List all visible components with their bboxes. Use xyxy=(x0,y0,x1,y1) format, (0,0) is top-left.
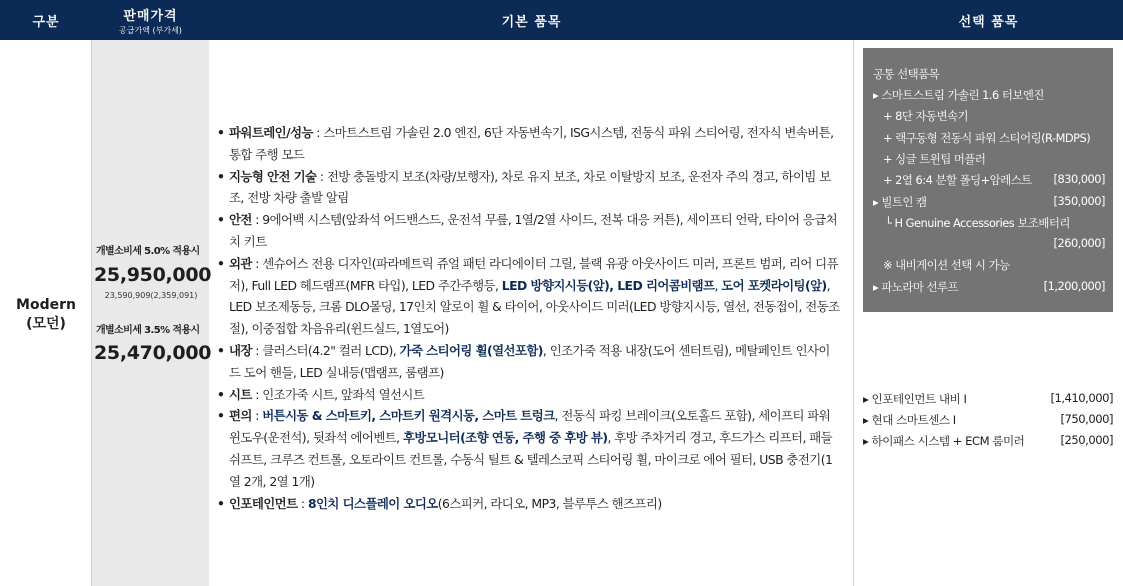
option-line-text: ▸ 빌트인 캠 xyxy=(873,194,927,209)
option-line-text: + 랙구동형 전동식 파워 스티어링(R-MDPS) xyxy=(883,130,1091,145)
option-line-text: ▸ 스마트스트림 가솔린 1.6 터보엔진 xyxy=(873,88,1044,102)
item-text: , 전동식 파킹 브레이크(오토홀드 포함), 세이프티 파워 윈도우(운전석), 뒷좌석 에어벤트, xyxy=(229,408,831,446)
extra-option-item xyxy=(863,433,1113,453)
item-separator: : xyxy=(251,386,263,402)
option-line xyxy=(863,130,1113,150)
item-heading: 외관 xyxy=(229,255,252,271)
basic-item-seat xyxy=(216,384,841,406)
header-price-label: 판매가격 xyxy=(123,8,178,24)
header-option-label: 선택 품목 xyxy=(958,14,1019,30)
table-header xyxy=(0,0,1123,40)
common-options-title: 공통 선택품목 xyxy=(873,67,940,81)
item-heading: 내장 xyxy=(229,342,252,358)
tax35-label: 개별소비세 3.5% 적용시 xyxy=(96,325,200,336)
item-text: 9에어백 시스템(앞좌석 어드밴스드, 운전석 무릎, 1열/2열 사이드, 전복 대응 커튼), 세이프티 언락, 타이어 응급처치 키트 xyxy=(229,212,838,249)
item-text: 클러스터(4.2" 컬러 LCD), xyxy=(262,342,400,358)
tax35-price: 25,470,000 xyxy=(94,342,212,364)
basic-item-safety xyxy=(216,209,841,253)
option-line-text: + 8단 자동변속기 xyxy=(883,109,969,124)
option-line-price: [350,000] xyxy=(1053,193,1105,208)
option-line xyxy=(863,87,1113,107)
extra-option-text: ▸ 인포테인먼트 내비 I xyxy=(863,392,967,406)
option-line-text: ※ 내비게이션 선택 시 가능 xyxy=(883,258,1010,273)
item-separator: : xyxy=(251,342,263,358)
option-line xyxy=(863,279,1113,299)
header-price xyxy=(92,0,209,40)
header-option xyxy=(854,0,1123,40)
item-heading: 지능형 안전 기술 xyxy=(229,168,317,184)
item-separator: : xyxy=(251,212,263,228)
item-text: (6스피커, 라디오, MP3, 블루투스 핸즈프리) xyxy=(437,495,662,511)
grade-cell xyxy=(0,296,92,334)
option-line xyxy=(863,194,1113,214)
basic-item-convenience xyxy=(216,405,841,492)
header-price-sublabel: 공급가액 (부가세) xyxy=(119,25,182,35)
grade-name-en: Modern xyxy=(16,297,76,313)
item-heading: 안전 xyxy=(229,212,252,228)
header-basic-label: 기본 품목 xyxy=(501,14,562,30)
tax5-label: 개별소비세 5.0% 적용시 xyxy=(96,246,200,257)
item-text: 스마트스트림 가솔린 2.0 엔진, 6단 자동변속기, ISG시스템, 전동식 파워 스티어링, 전자식 변속버튼, 통합 주행 모드 xyxy=(229,125,834,162)
item-separator: : xyxy=(251,255,263,271)
item-separator: : xyxy=(316,168,327,184)
basic-item-interior xyxy=(216,340,841,384)
item-heading: 파워트레인/성능 xyxy=(229,125,313,140)
extra-option-text: ▸ 현대 스마트센스 I xyxy=(863,413,956,427)
tax5-supply-price: 23,590,909(2,359,091) xyxy=(104,291,198,300)
item-text: , LED 보조제동등, 크롬 DLO몰딩, 17인치 알로이 휠 & 타이어, 아웃사이드 미러(LED 방향지시등, 열선, 전동접이, 전동조절), 이중접합 차음유리(윈드실드, 1열도어) xyxy=(229,277,840,337)
common-options-box xyxy=(863,48,1113,312)
item-separator: : xyxy=(251,408,263,424)
option-line-text: + 2열 6:4 분할 폴딩+암레스트 xyxy=(883,173,1032,188)
basic-item-powertrain xyxy=(216,122,841,166)
item-text: , 인조가죽 적용 내장(도어 센터트림), 메탈페인트 인사이드 도어 핸들, LED 실내등(맵램프, 룸램프) xyxy=(229,342,830,380)
extra-option-item xyxy=(863,412,1113,432)
header-basic xyxy=(209,0,854,40)
item-highlight: 8인치 디스플레이 오디오 xyxy=(307,495,438,511)
item-heading: 편의 xyxy=(229,408,252,424)
extra-option-text: ▸ 하이패스 시스템 + ECM 룸미러 xyxy=(863,434,1025,448)
option-line xyxy=(863,172,1113,192)
option-line xyxy=(863,215,1113,235)
item-separator: : xyxy=(312,125,324,140)
item-text: , 후방 주차거리 경고, 후드가스 리프터, 패들쉬프트, 크루즈 컨트롤, 오토라이트 컨트롤, 수동식 틸트 & 텔레스코픽 스티어링 휠, 마이크로 에어 필터, USB 충전기(1열 2개, 2열 1개) xyxy=(229,430,833,489)
item-highlight: 도어 포켓라이팅(앞) xyxy=(721,277,827,293)
price-cell xyxy=(92,40,212,586)
item-text: , xyxy=(714,277,722,293)
header-grade-label: 구분 xyxy=(32,14,60,30)
option-line-text: ▸ 파노라마 선루프 xyxy=(873,279,958,294)
item-heading: 인포테인먼트 xyxy=(229,495,298,511)
item-heading: 시트 xyxy=(229,386,252,402)
column-divider xyxy=(853,40,854,586)
item-highlight: 버튼시동 & 스마트키, 스마트키 원격시동, 스마트 트렁크 xyxy=(262,408,555,424)
option-line-text: └ H Genuine Accessories 보조배터리 xyxy=(885,215,1070,230)
basic-item-safety-tech xyxy=(216,166,841,210)
option-line-price: [260,000] xyxy=(1053,236,1105,251)
item-text: 센슈어스 전용 디자인(파라메트릭 쥬얼 패턴 라디에이터 그릴, 블랙 유광 아웃사이드 미러, 프론트 범퍼, 리어 디퓨저), Full LED 헤드램프(MFR 타입), LED 주간주행등, xyxy=(229,255,839,293)
option-line-price: [830,000] xyxy=(1053,172,1105,187)
option-line xyxy=(863,151,1113,171)
extra-option-price: [750,000] xyxy=(1060,412,1113,426)
item-text: 인조가죽 시트, 앞좌석 열선시트 xyxy=(262,386,425,402)
option-line-price: [1,200,000] xyxy=(1043,278,1105,293)
option-line-text: + 싱글 트윈팁 머플러 xyxy=(883,151,986,166)
option-line xyxy=(863,257,1113,277)
item-text: 전방 충돌방지 보조(차량/보행자), 차로 유지 보조, 차로 이탈방지 보조, 운전자 주의 경고, 하이빔 보조, 전방 차량 출발 알림 xyxy=(229,168,831,206)
tax5-price: 25,950,000 xyxy=(94,264,212,286)
option-line xyxy=(863,236,1113,256)
option-line xyxy=(863,108,1113,128)
basic-item-exterior xyxy=(216,253,841,340)
extra-option-price: [1,410,000] xyxy=(1050,391,1113,405)
header-grade xyxy=(0,0,92,40)
item-separator: : xyxy=(297,495,308,511)
basic-items xyxy=(216,122,841,514)
grade-name-ko: (모던) xyxy=(26,316,66,332)
extra-option-item xyxy=(863,391,1113,411)
item-highlight: 가죽 스티어링 휠(열선포함) xyxy=(399,342,543,358)
basic-item-infotainment xyxy=(216,493,841,515)
item-highlight: LED 방향지시등(앞), LED 리어콤비램프 xyxy=(501,277,715,293)
item-highlight: 후방모니터(조향 연동, 주행 중 후방 뷰) xyxy=(402,430,608,446)
extra-option-price: [250,000] xyxy=(1060,433,1113,447)
